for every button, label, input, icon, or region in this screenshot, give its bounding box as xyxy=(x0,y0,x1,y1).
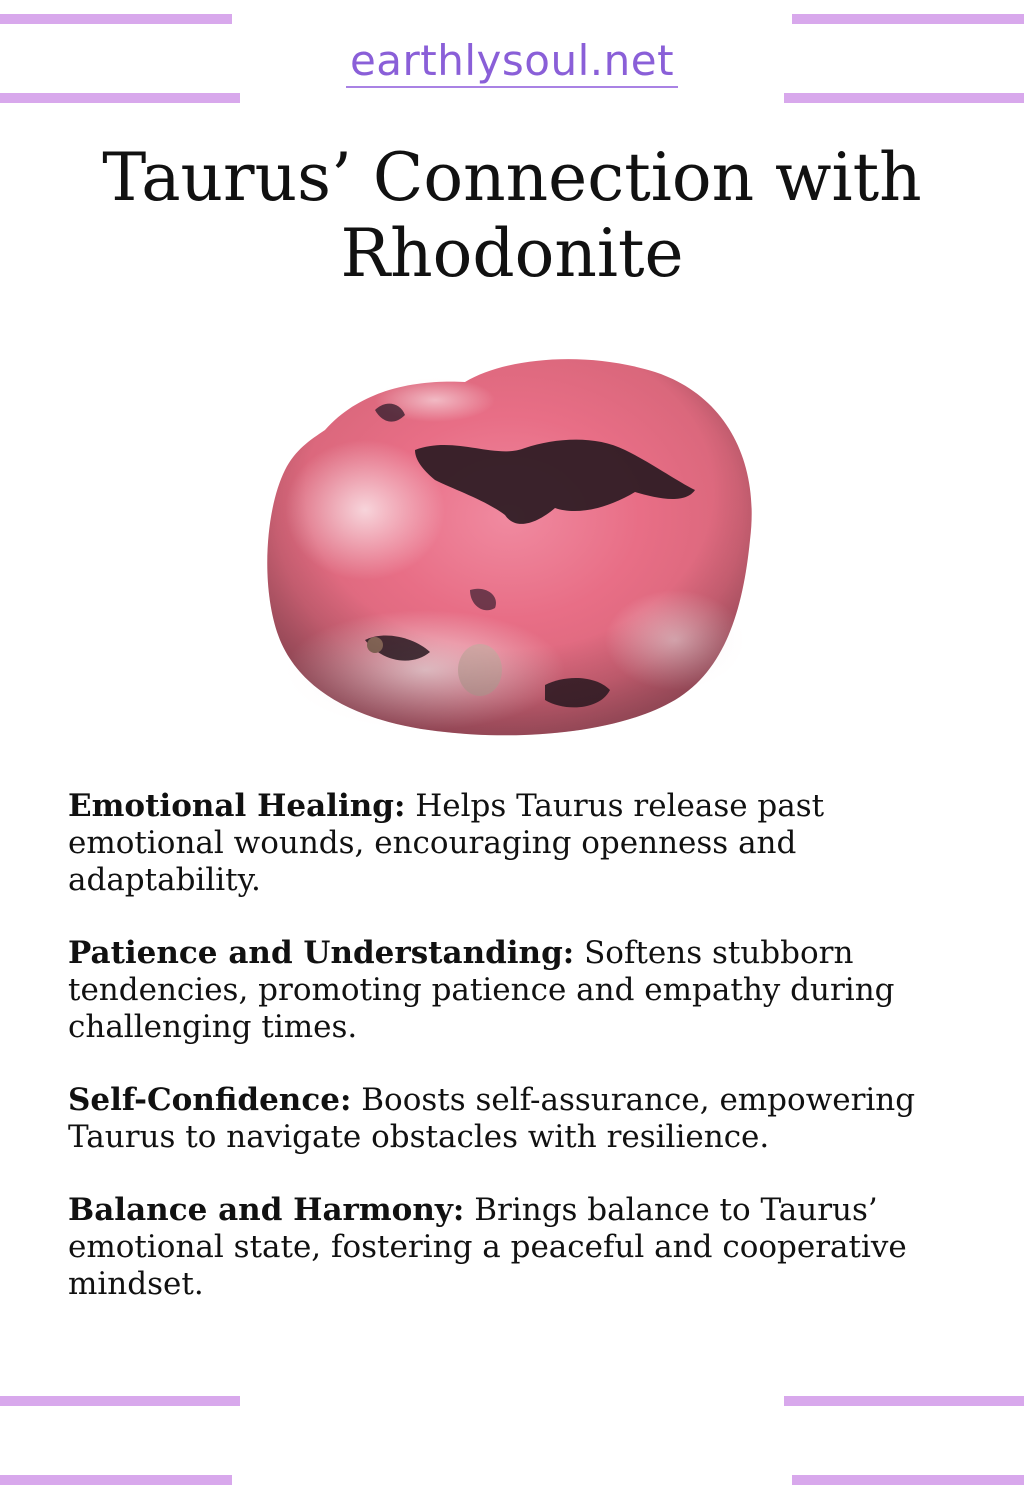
decorative-bar-top-left-lower xyxy=(0,93,240,103)
benefits-list xyxy=(68,788,964,1339)
benefit-heading: Balance and Harmony: xyxy=(68,1192,465,1228)
decorative-bar-bottom-left-upper xyxy=(0,1396,240,1406)
benefit-item-patience xyxy=(68,935,964,1046)
rhodonite-stone-illustration xyxy=(255,340,765,750)
site-logo-text: earthlysoul.net xyxy=(346,36,678,88)
benefit-heading: Patience and Understanding: xyxy=(68,935,575,971)
page-title xyxy=(40,140,984,292)
benefit-heading: Self-Confidence: xyxy=(68,1082,352,1118)
benefit-item-emotional-healing xyxy=(68,788,964,899)
rhodonite-stone-image xyxy=(255,340,765,750)
decorative-bar-bottom-left xyxy=(0,1475,232,1485)
benefit-text: Boosts self-assurance, empowering Taurus to navigate obstacles with resilience. xyxy=(68,1082,916,1155)
decorative-bar-bottom-right-upper xyxy=(784,1396,1024,1406)
decorative-bar-top-right xyxy=(792,14,1024,24)
decorative-bar-bottom-right xyxy=(792,1475,1024,1485)
site-logo[interactable] xyxy=(0,36,1024,88)
benefit-text: Brings balance to Taurus’ emotional state, fostering a peaceful and cooperative mindset. xyxy=(68,1192,907,1302)
benefit-item-balance xyxy=(68,1192,964,1303)
benefit-item-self-confidence xyxy=(68,1082,964,1156)
page-title-line-2: Rhodonite xyxy=(340,215,684,292)
benefit-text: Helps Taurus release past emotional wounds, encouraging openness and adaptability. xyxy=(68,788,825,898)
benefit-heading: Emotional Healing: xyxy=(68,788,406,824)
page-title-line-1: Taurus’ Connection with xyxy=(102,139,922,216)
decorative-bar-top-left xyxy=(0,14,232,24)
benefit-text: Softens stubborn tendencies, promoting patience and empathy during challenging times. xyxy=(68,935,895,1045)
decorative-bar-top-right-lower xyxy=(784,93,1024,103)
